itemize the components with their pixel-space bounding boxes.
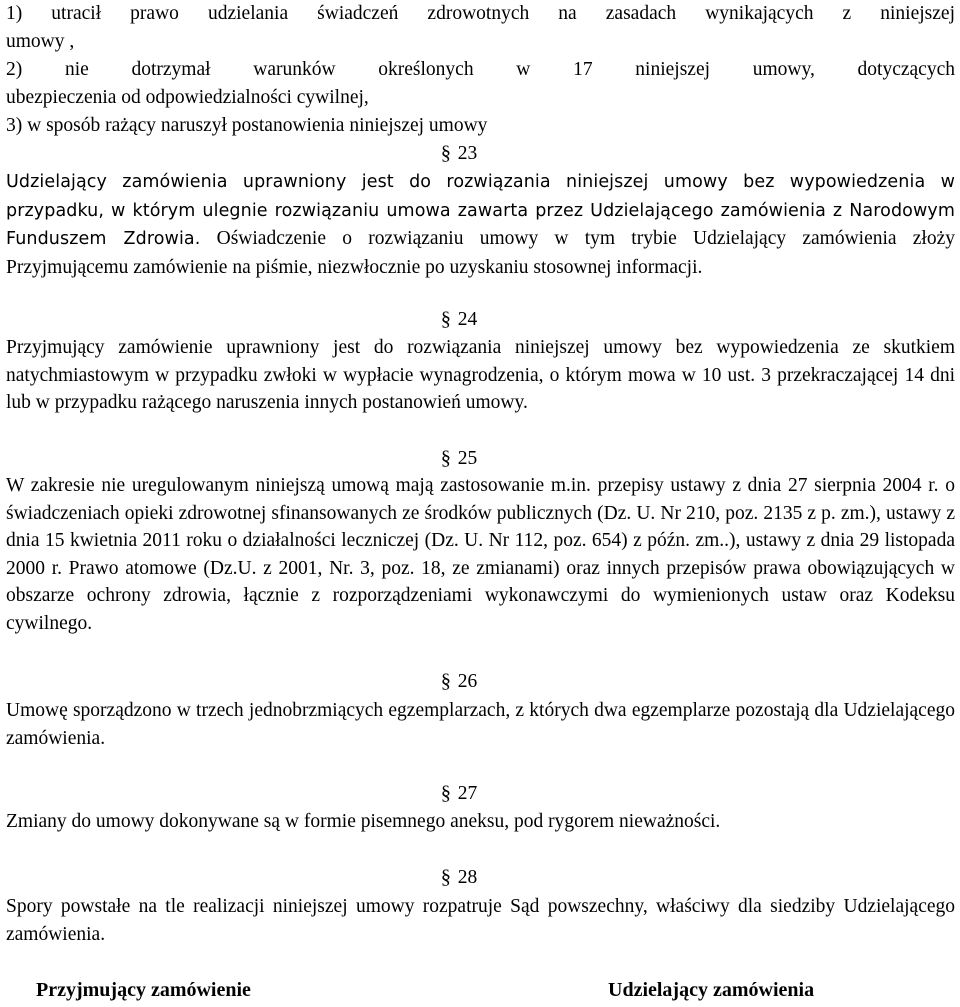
section-28-text: Spory powstałe na tle realizacji niniejszej umowy rozpatruje Sąd powszechny, właściwy dla siedziby Udzielającego zamówienia. xyxy=(6,896,955,945)
section-heading-26 xyxy=(441,668,477,696)
clause-1-line2: umowy , xyxy=(6,31,75,52)
signature-left: Przyjmujący zamówienie xyxy=(36,979,251,1001)
clause-1-line1: 1) utracił prawo udzielania świadczeń zdrowotnych na zasadach wynikających z niniejszej xyxy=(6,3,955,24)
section-25-text: W zakresie nie uregulowanym niniejszą umową mają zastosowanie m.in. przepisy ustawy z dnia 27 sierpnia 2004 r. o świadczeniach opieki zdrowotnej sfinansowanych ze środków publicznych (Dz. U. Nr 210, poz. 2135 z p. zm.), ustawy z dnia 15 kwietnia 2011 roku o działalności leczniczej (Dz. U. Nr 112, poz. 654) z późn. zm..), ustawy z dnia 29 listopada 2000 r. Prawo atomowe (Dz.U. z 2001, Nr. 3, poz. 18, ze zmianami) oraz innych przepisów prawa obowiązujących w obszarze ochrony zdrowia, łącznie z rozporządzeniami wykonawczymi do wymienionych ustaw oraz Kodeksu cywilnego. xyxy=(6,475,955,634)
section-number: 26 xyxy=(457,671,478,692)
section-heading-25 xyxy=(441,445,477,473)
section-heading-27 xyxy=(441,780,477,808)
section-symbol: § xyxy=(440,671,451,692)
section-26-text: Umowę sporządzono w trzech jednobrzmiących egzemplarzach, z których dwa egzemplarze pozostają dla Udzielającego zamówienia. xyxy=(6,700,955,749)
section-symbol: § xyxy=(440,448,451,469)
clause-3: 3) w sposób rażący naruszył postanowienia niniejszej umowy xyxy=(6,115,488,136)
section-heading-23 xyxy=(441,140,477,168)
section-heading-28 xyxy=(441,864,477,892)
section-number: 23 xyxy=(457,143,478,164)
section-heading-24 xyxy=(441,306,477,334)
section-24-text: Przyjmujący zamówienie uprawniony jest do rozwiązania niniejszej umowy bez wypowiedzenia ze skutkiem natychmiastowym w przypadku zwłoki w wypłacie wynagrodzenia, o którym mowa w 10 ust. 3 przekraczającej 14 dni lub w przypadku rażącego naruszenia innych postanowień umowy. xyxy=(6,337,955,413)
clause-2-line2: ubezpieczenia od odpowiedzialności cywilnej, xyxy=(6,87,369,108)
section-symbol: § xyxy=(440,783,451,804)
section-symbol: § xyxy=(440,867,451,888)
section-number: 24 xyxy=(457,309,478,330)
section-symbol: § xyxy=(440,309,451,330)
section-number: 25 xyxy=(457,448,478,469)
clause-2-line1: 2) nie dotrzymał warunków określonych w 17 niniejszej umowy, dotyczących xyxy=(6,59,955,80)
section-23-text-part2: Oświadczenie o rozwiązaniu umowy w tym trybie Udzielający zamówienia złoży Przyjmującemu zamówienie na piśmie, niezwłocznie po uzyskaniu stosownej informacji. xyxy=(6,228,956,278)
section-number: 28 xyxy=(457,867,478,888)
section-23-text xyxy=(6,168,955,281)
section-symbol: § xyxy=(440,143,451,164)
section-number: 27 xyxy=(457,783,478,804)
section-27-text: Zmiany do umowy dokonywane są w formie pisemnego aneksu, pod rygorem nieważności. xyxy=(6,811,721,832)
section-23-text-part1: Udzielający zamówienia uprawniony jest do rozwiązania niniejszej umowy bez wypowiedzenia w przypadku, w którym ulegnie rozwiązaniu umowa zawarta przez Udzielającego zamówienia z Narodowym Funduszem Zdrowia. xyxy=(6,172,955,249)
signature-right: Udzielający zamówienia xyxy=(608,979,815,1001)
